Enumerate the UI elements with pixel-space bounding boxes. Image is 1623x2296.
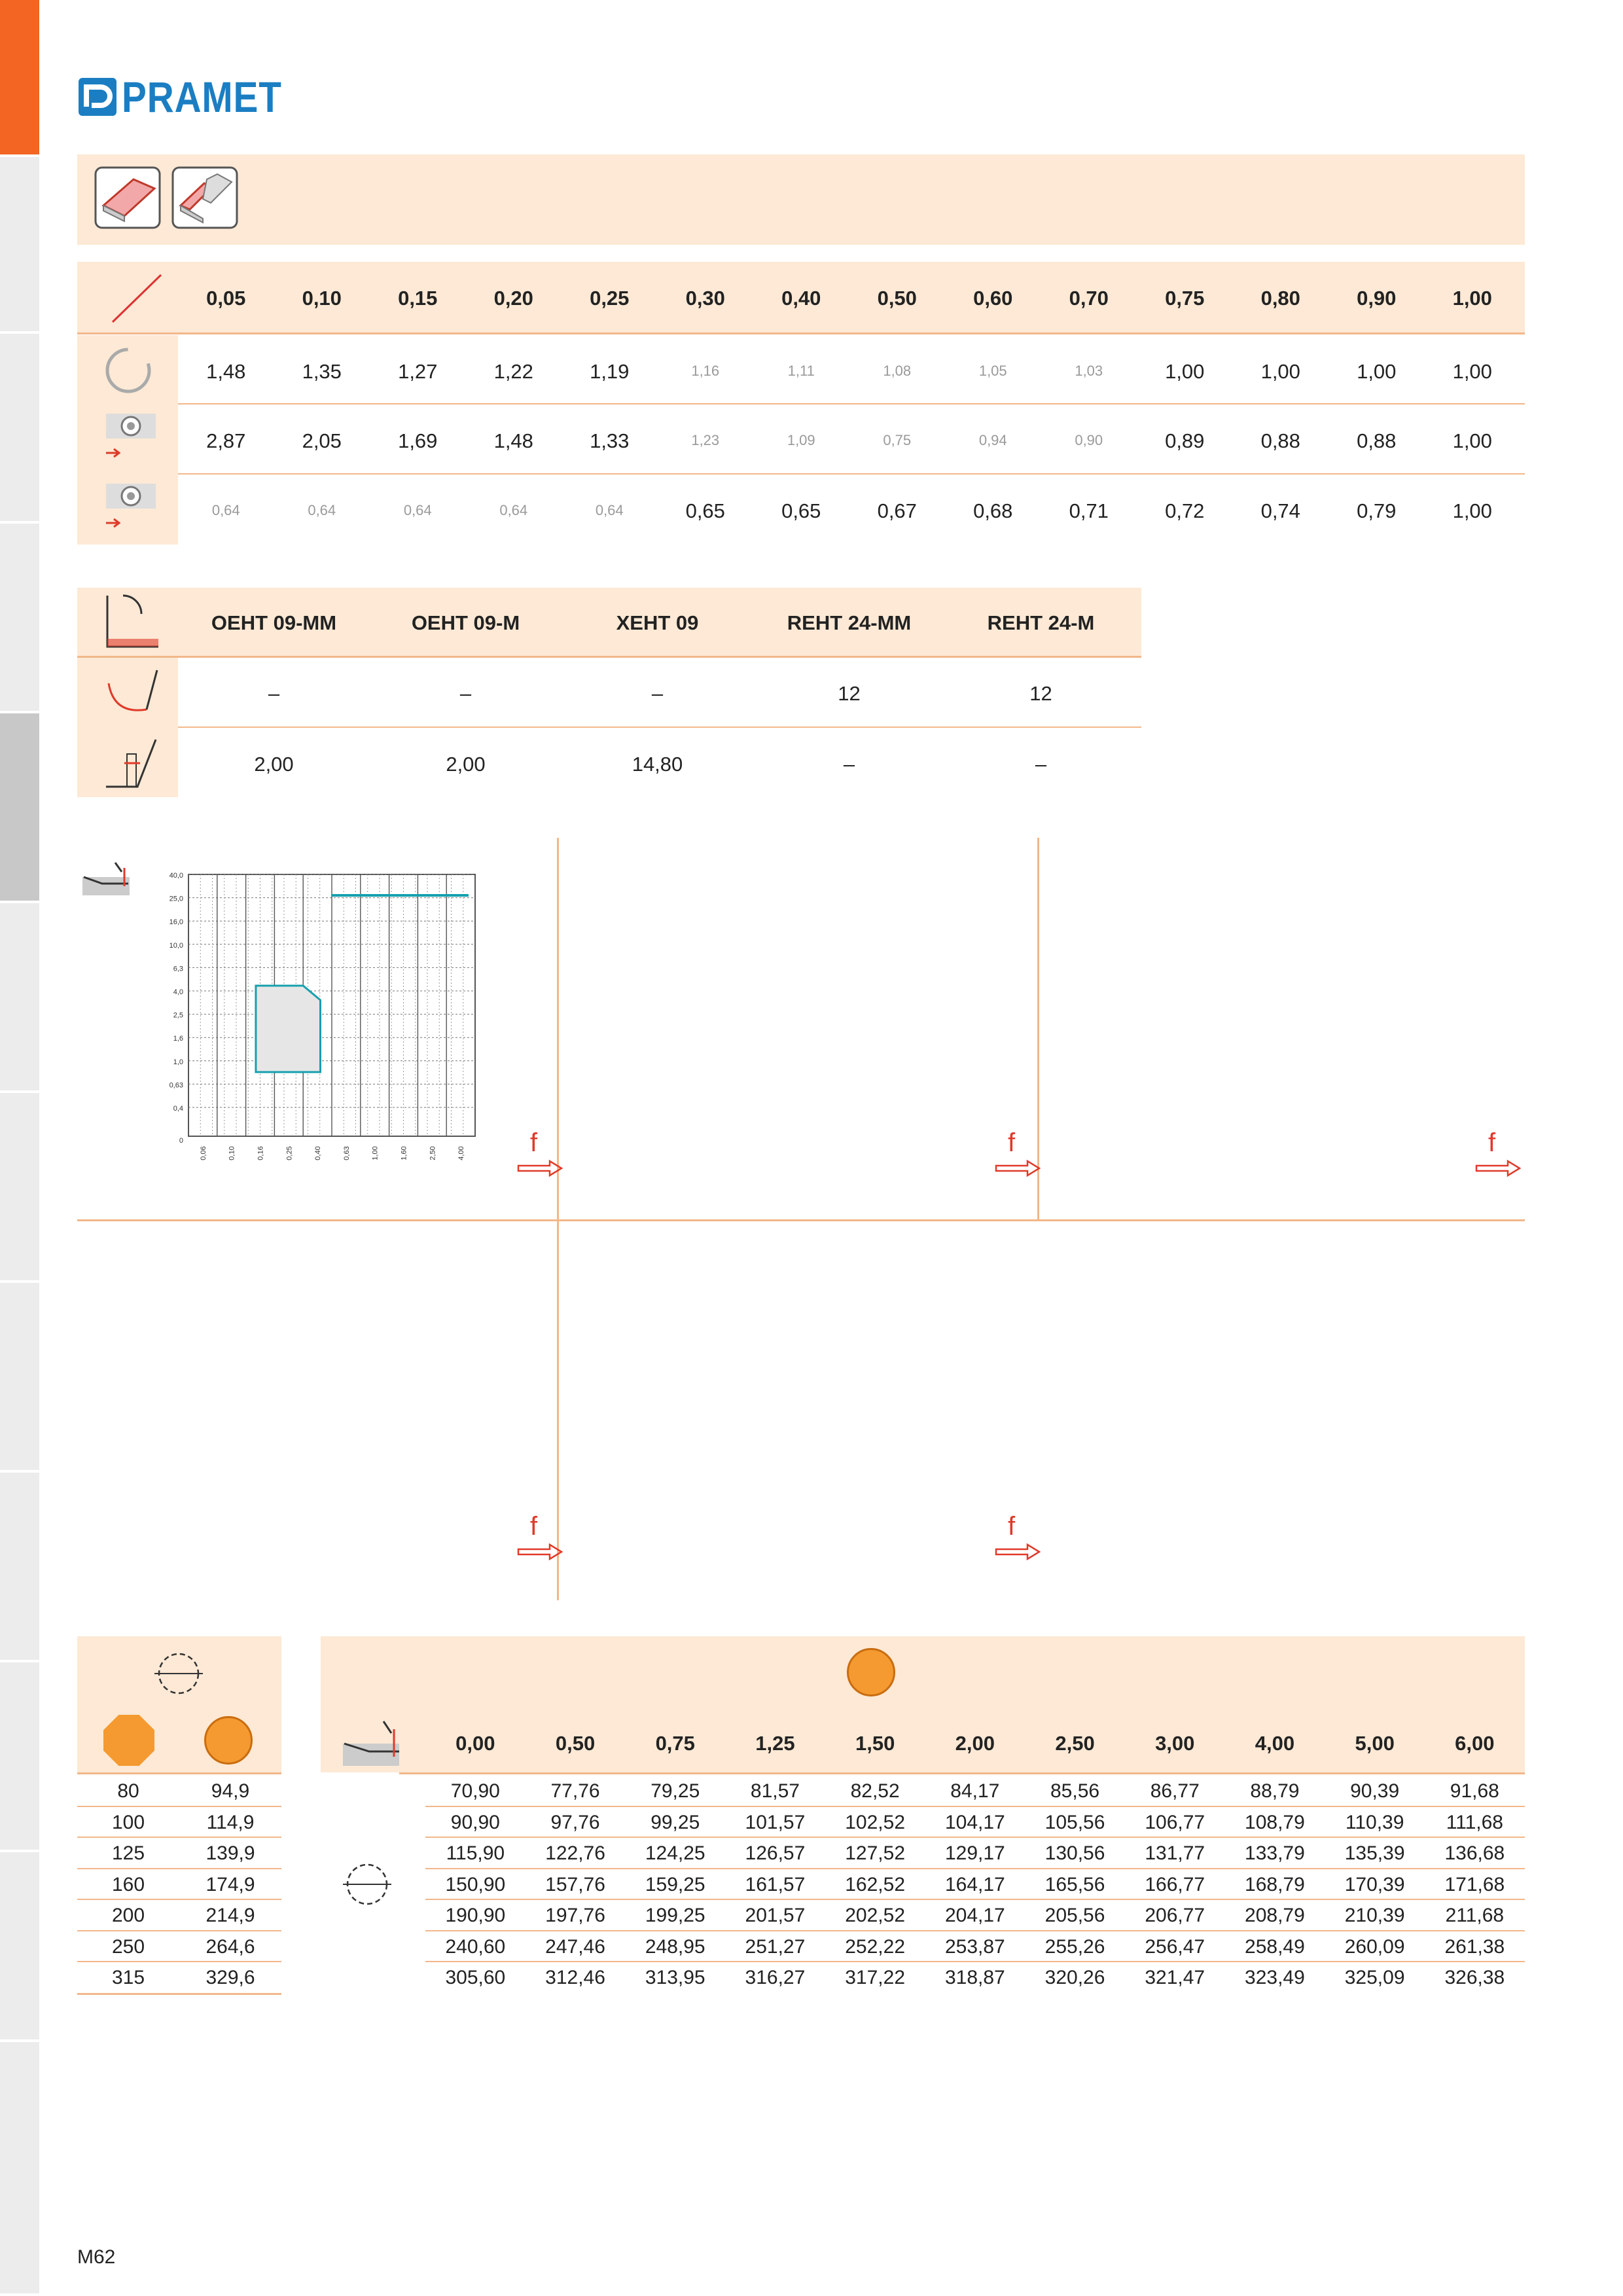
r-badge-main <box>847 1648 895 1696</box>
row-divider <box>425 1806 1525 1807</box>
side-tab[interactable] <box>0 1093 39 1283</box>
divider <box>178 473 1525 475</box>
ap-column-header: 2,50 <box>1055 1732 1095 1755</box>
ap-column-header: 1,50 <box>855 1732 895 1755</box>
factor-value: 0,90 <box>1075 432 1103 448</box>
x-tick-label: 0,06 <box>199 1146 207 1160</box>
effective-diameter-value: 252,22 <box>845 1935 906 1958</box>
r-badge <box>204 1716 253 1765</box>
ap-column-header: 6,00 <box>1455 1732 1495 1755</box>
factor-value: 0,72 <box>1165 499 1205 522</box>
effective-diameter-value: 211,68 <box>1445 1905 1505 1926</box>
o-value: 250 <box>111 1935 145 1958</box>
y-tick-label: 6,3 <box>173 965 183 973</box>
r-value: 174,9 <box>205 1873 255 1895</box>
effective-diameter-value: 110,39 <box>1345 1811 1404 1833</box>
x-tick-label: 1,60 <box>400 1146 408 1160</box>
factor-value: 0,64 <box>403 502 432 518</box>
workpiece-shoulder-icon <box>171 166 238 229</box>
effective-diameter-value: 86,77 <box>1150 1780 1200 1802</box>
y-tick-label: 40,0 <box>169 872 183 880</box>
r-value: 264,6 <box>205 1935 255 1958</box>
factor-value: 1,00 <box>1452 499 1492 522</box>
factor-column-header: 0,05 <box>206 287 246 310</box>
effective-diameter-value: 166,77 <box>1145 1873 1205 1895</box>
y-tick-label: 1,6 <box>173 1035 183 1043</box>
effective-diameter-value: 111,68 <box>1446 1811 1503 1833</box>
factor-column-header: 0,15 <box>398 287 438 310</box>
effective-diameter-value: 104,17 <box>944 1811 1005 1833</box>
insert-value: – <box>843 753 855 776</box>
effective-diameter-value: 91,68 <box>1450 1780 1499 1802</box>
insert-value: 2,00 <box>254 753 294 776</box>
x-tick-label: 0,25 <box>285 1146 294 1160</box>
effective-diameter-value: 131,77 <box>1145 1842 1205 1864</box>
effective-diameter-value: 204,17 <box>944 1905 1005 1926</box>
effective-diameter-icon <box>340 1859 394 1910</box>
row-divider <box>425 1837 1525 1838</box>
effective-diameter-value: 197,76 <box>545 1905 605 1926</box>
side-tab-selected[interactable] <box>0 713 39 903</box>
chamfer-width-icon <box>101 734 161 792</box>
factor-value: 2,87 <box>206 429 246 452</box>
side-tab[interactable] <box>0 1662 39 1852</box>
effective-diameter-value: 170,39 <box>1344 1873 1405 1895</box>
side-tab[interactable] <box>0 524 39 713</box>
effective-diameter-value: 168,79 <box>1245 1873 1305 1895</box>
factor-value: 1,00 <box>1357 360 1397 383</box>
factor-column-header: 0,30 <box>685 287 725 310</box>
effective-diameter-value: 81,57 <box>750 1780 800 1802</box>
factor-column-header: 0,90 <box>1357 287 1397 310</box>
pramet-logo <box>77 73 308 120</box>
x-tick-label: 4,00 <box>457 1146 466 1160</box>
o-value: 160 <box>111 1873 145 1895</box>
factor-column-header: 0,25 <box>590 287 630 310</box>
r-value: 329,6 <box>205 1967 255 1988</box>
y-tick-label: 2,5 <box>173 1011 183 1020</box>
divider <box>178 726 1141 728</box>
effective-diameter-value: 101,57 <box>745 1811 806 1833</box>
factor-value: 2,05 <box>302 429 342 452</box>
divider <box>399 1772 1525 1774</box>
effective-diameter-value: 159,25 <box>645 1873 705 1895</box>
factor-value: 0,75 <box>883 432 912 448</box>
factor-column-header: 1,00 <box>1452 287 1492 310</box>
feed-arrow-icon <box>995 1543 1041 1560</box>
insert-value: – <box>651 682 664 705</box>
factor-value: 0,88 <box>1357 429 1397 452</box>
factor-column-header: 0,50 <box>877 287 917 310</box>
effective-diameter-value: 312,46 <box>545 1967 605 1988</box>
effective-diameter-value: 325,09 <box>1344 1967 1405 1988</box>
row-divider <box>425 1868 1525 1869</box>
factor-value: 0,64 <box>308 502 336 518</box>
pramet-mark-icon <box>77 77 118 117</box>
effective-diameter-value: 318,87 <box>944 1967 1005 1988</box>
factor-value: 1,27 <box>398 360 438 383</box>
effective-diameter-value: 99,25 <box>651 1811 700 1833</box>
effective-diameter-value: 258,49 <box>1245 1935 1305 1958</box>
y-tick-label: 25,0 <box>169 895 183 903</box>
insert-value: – <box>459 682 472 705</box>
insert-value: – <box>1035 753 1047 776</box>
effective-diameter-value: 199,25 <box>645 1905 705 1926</box>
y-tick-label: 0,63 <box>169 1081 183 1090</box>
effective-diameter-value: 82,52 <box>850 1780 900 1802</box>
effective-diameter-value: 210,39 <box>1344 1905 1405 1926</box>
r-header-band <box>321 1636 1525 1708</box>
factor-value: 0,88 <box>1260 429 1300 452</box>
feed-arrow-icon <box>517 1160 563 1177</box>
divider <box>77 1993 281 1995</box>
factor-value: 0,64 <box>595 502 624 518</box>
factor-value: 1,19 <box>590 360 630 383</box>
effective-diameter-value: 130,56 <box>1044 1842 1105 1864</box>
effective-diameter-value: 201,57 <box>745 1905 806 1926</box>
ap-column-header: 3,00 <box>1155 1732 1195 1755</box>
factor-value: 0,79 <box>1357 499 1397 522</box>
y-tick-label: 0 <box>179 1137 183 1145</box>
effective-diameter-value: 323,49 <box>1245 1967 1305 1988</box>
f-axis-label: f <box>530 1128 538 1157</box>
side-tab-strip <box>0 0 39 2296</box>
ap-column-header: 0,50 <box>555 1732 596 1755</box>
factor-value: 0,94 <box>978 432 1007 448</box>
ap-depth-icon <box>343 1715 402 1767</box>
divider <box>77 332 1525 334</box>
divider <box>77 656 1141 658</box>
factor-value: 0,67 <box>877 499 917 522</box>
factor-column-header: 0,70 <box>1069 287 1109 310</box>
chart-insert-label <box>331 894 469 897</box>
effective-diameter-value: 240,60 <box>445 1935 506 1958</box>
page-number: M62 <box>77 2246 116 2268</box>
row-divider <box>77 1961 281 1962</box>
factor-value: 1,48 <box>206 360 246 383</box>
effective-diameter-value: 208,79 <box>1245 1905 1305 1926</box>
side-tab[interactable] <box>0 1283 39 1473</box>
insert-value: 12 <box>1029 682 1052 705</box>
o-value: 315 <box>111 1967 145 1988</box>
corner-radius-icon <box>101 664 161 721</box>
effective-diameter-value: 70,90 <box>450 1780 500 1802</box>
insert-column-header: OEHT 09-M <box>411 611 520 634</box>
workpiece-flat-icon <box>94 166 161 229</box>
factor-value: 1,05 <box>978 363 1007 379</box>
application-area <box>256 986 321 1072</box>
factor-value: 1,00 <box>1452 360 1492 383</box>
factor-value: 0,74 <box>1260 499 1300 522</box>
effective-diameter-value: 164,17 <box>944 1873 1005 1895</box>
brand-name: PRAMET <box>122 73 282 121</box>
y-tick-label: 1,0 <box>173 1058 183 1066</box>
factor-column-header: 0,10 <box>302 287 342 310</box>
x-tick-label: 0,40 <box>314 1146 323 1160</box>
effective-diameter-value: 90,39 <box>1350 1780 1400 1802</box>
r-value: 114,9 <box>206 1811 255 1833</box>
factor-value: 0,65 <box>685 499 725 522</box>
factor-value: 1,00 <box>1165 360 1205 383</box>
effective-diameter-value: 255,26 <box>1044 1935 1105 1958</box>
row-divider <box>77 1899 281 1900</box>
insert-column-header: REHT 24-M <box>987 611 1095 634</box>
effective-diameter-value: 126,57 <box>745 1842 806 1864</box>
factor-column-header: 0,20 <box>493 287 533 310</box>
side-tab[interactable] <box>0 903 39 1093</box>
o-value: 125 <box>111 1842 145 1864</box>
factor-value: 1,11 <box>787 363 815 379</box>
x-tick-label: 0,10 <box>228 1146 236 1160</box>
effective-diameter-value: 136,68 <box>1444 1842 1505 1864</box>
effective-diameter-value: 150,90 <box>445 1873 506 1895</box>
row-divider <box>425 1930 1525 1931</box>
corner-type-icon <box>101 593 161 652</box>
side-tab[interactable] <box>0 1852 39 2042</box>
r-value: 94,9 <box>211 1780 250 1802</box>
insert-value: – <box>268 682 280 705</box>
side-tab[interactable] <box>0 1473 39 1662</box>
factor-column-header: 0,80 <box>1260 287 1300 310</box>
effective-diameter-value: 190,90 <box>445 1905 506 1926</box>
side-tab-active[interactable] <box>0 0 39 157</box>
effective-diameter-value: 205,56 <box>1044 1905 1105 1926</box>
effective-diameter-value: 261,38 <box>1444 1935 1505 1958</box>
effective-diameter-value: 162,52 <box>845 1873 906 1895</box>
effective-diameter-value: 108,79 <box>1245 1811 1305 1833</box>
effective-diameter-value: 77,76 <box>550 1780 600 1802</box>
effective-diameter-value: 251,27 <box>745 1935 806 1958</box>
factor-value: 0,71 <box>1069 499 1109 522</box>
factor-value: 1,00 <box>1452 429 1492 452</box>
ap-column-header: 2,00 <box>955 1732 995 1755</box>
factor-value: 1,16 <box>691 363 720 379</box>
divider <box>178 403 1525 404</box>
factor-column-header: 0,75 <box>1165 287 1205 310</box>
effective-diameter-value: 97,76 <box>550 1811 600 1833</box>
effective-diameter-value: 313,95 <box>645 1967 705 1988</box>
f-axis-label: f <box>530 1512 538 1541</box>
insert-value: 12 <box>838 682 861 705</box>
factor-value: 0,64 <box>211 502 240 518</box>
divider <box>77 1772 281 1774</box>
ae-over-d-icon <box>107 271 166 326</box>
feed-factor-icon <box>102 412 161 467</box>
effective-diameter-value: 321,47 <box>1145 1967 1205 1988</box>
effective-diameter-value: 157,76 <box>545 1873 605 1895</box>
x-tick-label: 2,50 <box>429 1146 437 1160</box>
feed-factor-icon <box>102 482 161 537</box>
effective-diameter-value: 102,52 <box>845 1811 906 1833</box>
ap-column-header: 0,00 <box>455 1732 495 1755</box>
effective-diameter-value: 305,60 <box>445 1967 506 1988</box>
factor-value: 0,64 <box>499 502 528 518</box>
insert-value: 2,00 <box>446 753 486 776</box>
f-axis-label: f <box>1488 1128 1496 1157</box>
effective-diameter-value: 90,90 <box>450 1811 500 1833</box>
o-value: 100 <box>111 1811 145 1833</box>
factor-value: 1,09 <box>787 432 815 448</box>
insert-column-header: OEHT 09-MM <box>211 611 337 634</box>
effective-diameter-value: 124,25 <box>645 1842 705 1864</box>
y-tick-label: 0,4 <box>173 1105 183 1113</box>
effective-diameter-value: 115,90 <box>446 1842 505 1864</box>
factor-value: 1,03 <box>1075 363 1103 379</box>
factor-value: 1,33 <box>590 429 630 452</box>
factor-value: 0,89 <box>1165 429 1205 452</box>
effective-diameter-value: 85,56 <box>1050 1780 1100 1802</box>
row-divider <box>425 1899 1525 1900</box>
effective-diameter-value: 316,27 <box>745 1967 806 1988</box>
effective-diameter-value: 127,52 <box>845 1842 906 1864</box>
y-tick-label: 4,0 <box>173 988 183 996</box>
feed-arrow-icon <box>517 1543 563 1560</box>
ap-column-header: 4,00 <box>1255 1732 1295 1755</box>
f-axis-label: f <box>1008 1512 1016 1541</box>
effective-diameter-value: 248,95 <box>645 1935 705 1958</box>
insert-column-header: REHT 24-MM <box>787 611 912 634</box>
effective-diameter-value: 202,52 <box>845 1905 906 1926</box>
effective-diameter-value: 129,17 <box>944 1842 1005 1864</box>
effective-diameter-value: 326,38 <box>1444 1967 1505 1988</box>
row-divider <box>77 1868 281 1869</box>
factor-column-header: 0,40 <box>781 287 821 310</box>
factor-value: 1,22 <box>493 360 533 383</box>
chart-plot-area <box>169 872 501 1182</box>
effective-diameter-value: 84,17 <box>950 1780 1000 1802</box>
effective-diameter-value: 206,77 <box>1145 1905 1205 1926</box>
effective-diameter-value: 317,22 <box>845 1967 906 1988</box>
factor-value: 1,69 <box>398 429 438 452</box>
effective-diameter-value: 256,47 <box>1145 1935 1205 1958</box>
side-tab[interactable] <box>0 334 39 524</box>
effective-diameter-value: 88,79 <box>1250 1780 1300 1802</box>
row-divider <box>77 1837 281 1838</box>
effective-diameter-value: 161,57 <box>745 1873 806 1895</box>
factor-column-header: 0,60 <box>973 287 1013 310</box>
effective-diameter-value: 171,68 <box>1444 1873 1505 1895</box>
material-band <box>77 154 1525 245</box>
ap-column-header: 5,00 <box>1355 1732 1395 1755</box>
o-value: 200 <box>111 1905 145 1926</box>
effective-diameter-value: 320,26 <box>1044 1967 1105 1988</box>
x-tick-label: 0,16 <box>257 1146 265 1160</box>
factor-value: 1,35 <box>302 360 342 383</box>
chart-separator <box>77 1219 1525 1221</box>
f-axis-label: f <box>1008 1128 1016 1157</box>
effective-diameter-value: 122,76 <box>545 1842 605 1864</box>
ap-column-header: 1,25 <box>755 1732 795 1755</box>
side-tab[interactable] <box>0 2042 39 2296</box>
effective-diameter-value: 133,79 <box>1245 1842 1305 1864</box>
side-tab[interactable] <box>0 157 39 334</box>
row-divider <box>77 1930 281 1931</box>
o-value: 80 <box>117 1780 139 1802</box>
effective-diameter-value: 79,25 <box>651 1780 700 1802</box>
effective-diameter-value: 247,46 <box>545 1935 605 1958</box>
factor-value: 1,23 <box>691 432 720 448</box>
insert-column-header: XEHT 09 <box>616 611 699 634</box>
effective-diameter-value: 165,56 <box>1044 1873 1105 1895</box>
y-tick-label: 10,0 <box>169 941 183 950</box>
effective-diameter-value: 105,56 <box>1044 1811 1105 1833</box>
x-tick-label: 0,63 <box>342 1146 351 1160</box>
factor-value: 0,65 <box>781 499 821 522</box>
factor-value: 0,68 <box>973 499 1013 522</box>
r-value: 214,9 <box>205 1905 255 1926</box>
effective-diameter-value: 260,09 <box>1344 1935 1405 1958</box>
diameter-icon <box>152 1648 205 1699</box>
feed-arrow-icon <box>995 1160 1041 1177</box>
factor-value: 1,48 <box>493 429 533 452</box>
effective-diameter-value: 106,77 <box>1145 1811 1205 1833</box>
factor-value: 1,00 <box>1260 360 1300 383</box>
feed-arrow-icon <box>1475 1160 1521 1177</box>
factor-value: 1,08 <box>883 363 912 379</box>
cutting-speed-icon <box>102 343 161 398</box>
ap-column-header: 0,75 <box>655 1732 695 1755</box>
row-divider <box>77 1806 281 1807</box>
insert-value: 14,80 <box>632 753 683 776</box>
ap-depth-icon <box>82 857 130 897</box>
row-divider <box>425 1961 1525 1962</box>
r-value: 139,9 <box>205 1842 255 1864</box>
effective-diameter-value: 253,87 <box>944 1935 1005 1958</box>
y-tick-label: 16,0 <box>169 918 183 927</box>
effective-diameter-value: 135,39 <box>1344 1842 1405 1864</box>
x-tick-label: 1,00 <box>371 1146 380 1160</box>
